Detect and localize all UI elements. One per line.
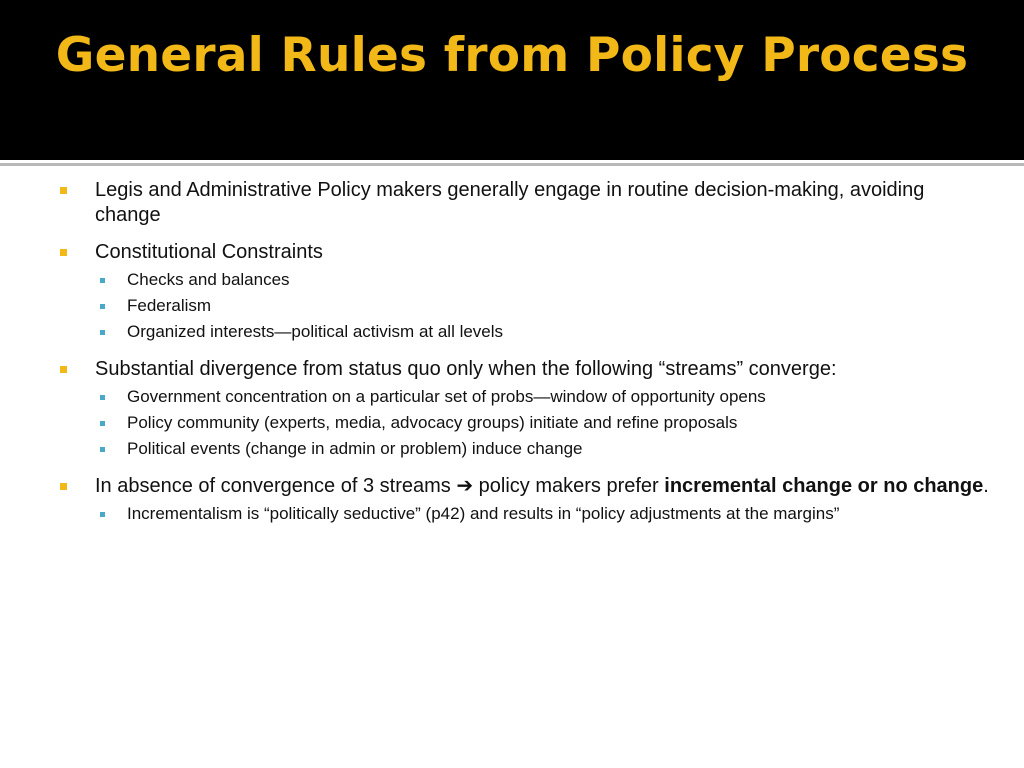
sub-bullet-text: Checks and balances [127, 270, 290, 289]
sub-bullet-text: Government concentration on a particular set of probs—window of opportunity opens [127, 387, 766, 406]
sub-list-constraints [60, 267, 990, 345]
bullet-text-middle: policy makers prefer [473, 475, 665, 497]
square-bullet-icon [100, 512, 105, 517]
bullet-routine-decision [60, 178, 990, 228]
square-bullet-icon [60, 483, 67, 490]
square-bullet-icon [60, 249, 67, 256]
square-bullet-icon [100, 278, 105, 283]
bullet-constitutional-constraints [60, 240, 990, 265]
sub-bullet-text: Federalism [127, 296, 212, 315]
square-bullet-icon [100, 447, 105, 452]
square-bullet-icon [100, 421, 105, 426]
square-bullet-icon [60, 187, 67, 194]
sub-bullet-text: Incrementalism is “politically seductive” (p42) and results in “policy adjustments at the margins” [127, 504, 840, 523]
sub-list-incrementalism [60, 501, 990, 527]
square-bullet-icon [100, 330, 105, 335]
divider-gray [0, 163, 1024, 166]
bullet-text-start: In absence of convergence of 3 streams [95, 475, 451, 497]
square-bullet-icon [100, 395, 105, 400]
bullet-substantial-divergence [60, 357, 990, 382]
bullet-text-bold: incremental change or no change [664, 475, 984, 497]
sub-bullet-policy-community [60, 410, 990, 436]
sub-bullet-organized-interests [60, 319, 990, 345]
sub-bullet-checks [60, 267, 990, 293]
square-bullet-icon [100, 304, 105, 309]
bullet-text: Legis and Administrative Policy makers generally engage in routine decision-making, avoiding change [95, 179, 925, 226]
bullet-text: Constitutional Constraints [95, 241, 323, 263]
sub-bullet-text: Organized interests—political activism at all levels [127, 322, 504, 341]
sub-bullet-government-concentration [60, 384, 990, 410]
slide-title: General Rules from Policy Process [55, 28, 969, 83]
slide-content [60, 178, 990, 537]
bullet-absence-of-convergence [60, 474, 990, 499]
sub-list-streams [60, 384, 990, 462]
right-arrow-icon: ➔ [456, 475, 474, 497]
sub-bullet-text: Policy community (experts, media, advocacy groups) initiate and refine proposals [127, 413, 738, 432]
sub-bullet-federalism [60, 293, 990, 319]
bullet-text: Substantial divergence from status quo only when the following “streams” converge: [95, 358, 837, 380]
sub-bullet-political-events [60, 436, 990, 462]
bullet-text-end: . [983, 475, 989, 497]
sub-bullet-incrementalism [60, 501, 990, 527]
sub-bullet-text: Political events (change in admin or problem) induce change [127, 439, 583, 458]
square-bullet-icon [60, 366, 67, 373]
title-bar [0, 0, 1024, 160]
